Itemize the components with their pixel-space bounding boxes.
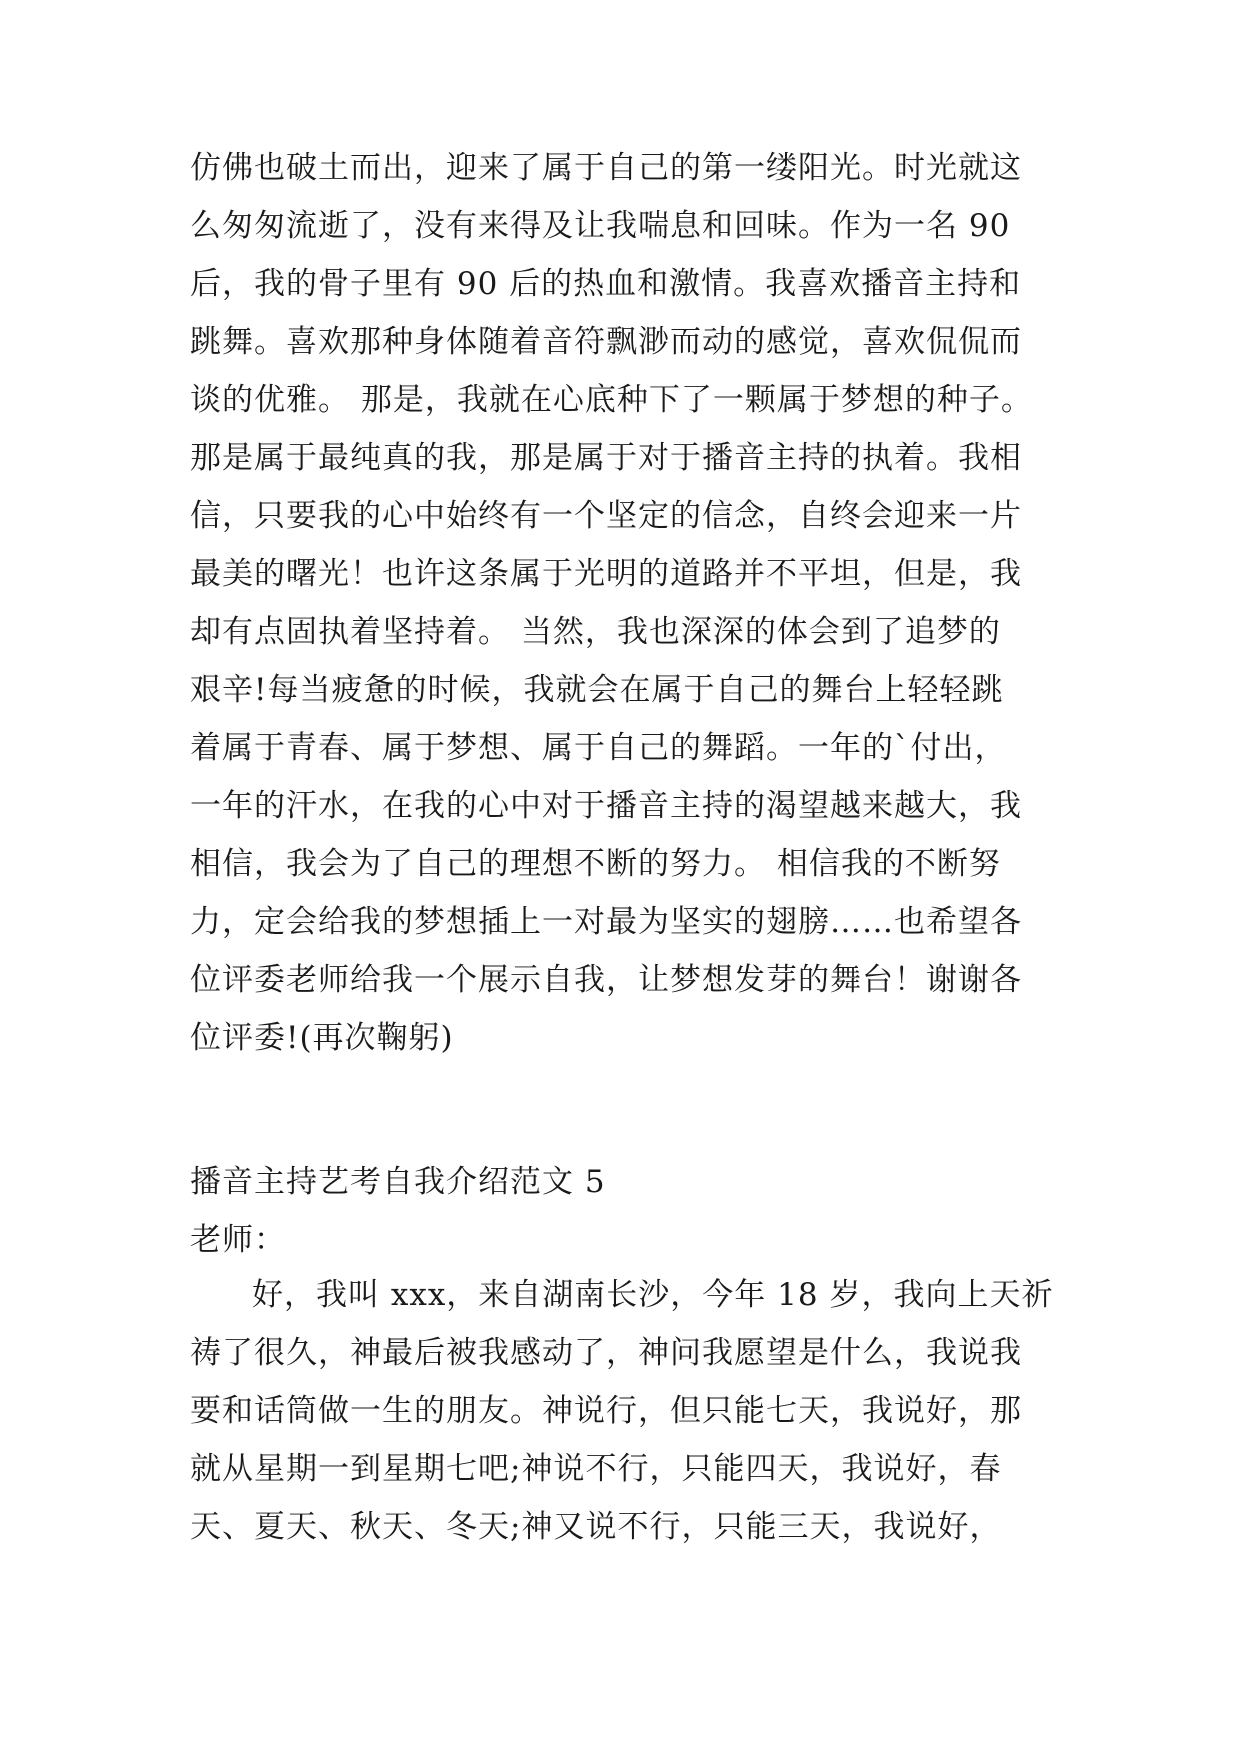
- text-line: 那是属于最纯真的我，那是属于对于播音主持的执着。我相: [190, 440, 1022, 476]
- body-text-section-1: [190, 139, 1070, 1067]
- text-line: 艰辛!每当疲惫的时候，我就会在属于自己的舞台上轻轻跳: [190, 672, 1004, 708]
- text-line: 力，定会给我的梦想插上一对最为坚实的翅膀……也希望各: [190, 904, 1022, 940]
- text-line: 最美的曙光！也许这条属于光明的道路并不平坦，但是，我: [190, 556, 1022, 592]
- text-line: 跳舞。喜欢那种身体随着音符飘渺而动的感觉，喜欢侃侃而: [190, 324, 1022, 360]
- text-line: 要和话筒做一生的朋友。神说行，但只能七天，我说好，那: [190, 1393, 1022, 1429]
- section-heading-block: [190, 1153, 1070, 1269]
- text-line: 一年的汗水，在我的心中对于播音主持的渴望越来越大，我: [190, 788, 1022, 824]
- salutation: 老师：: [190, 1222, 286, 1258]
- text-line: 祷了很久，神最后被我感动了，神问我愿望是什么，我说我: [190, 1335, 1022, 1371]
- text-line: 就从星期一到星期七吧;神说不行，只能四天，我说好，春: [190, 1451, 1002, 1487]
- text-line: 谈的优雅。 那是，我就在心底种下了一颗属于梦想的种子。: [190, 382, 1033, 418]
- text-line: 位评委!(再次鞠躬): [190, 1020, 454, 1056]
- text-line: 却有点固执着坚持着。 当然，我也深深的体会到了追梦的: [190, 614, 1001, 650]
- text-line: 信，只要我的心中始终有一个坚定的信念，自终会迎来一片: [190, 498, 1022, 534]
- text-line: 位评委老师给我一个展示自我，让梦想发芽的舞台！谢谢各: [190, 962, 1022, 998]
- text-line: 着属于青春、属于梦想、属于自己的舞蹈。一年的`付出，: [190, 730, 1007, 766]
- text-line: 么匆匆流逝了，没有来得及让我喘息和回味。作为一名 90: [190, 208, 1011, 244]
- text-line: 好，我叫 xxx，来自湖南长沙，今年 18 岁，我向上天祈: [252, 1277, 1054, 1313]
- text-line: 仿佛也破土而出，迎来了属于自己的第一缕阳光。时光就这: [190, 150, 1022, 186]
- text-line: 后，我的骨子里有 90 后的热血和激情。我喜欢播音主持和: [190, 266, 1022, 302]
- body-text-section-2: [190, 1266, 1070, 1556]
- text-line: 相信，我会为了自己的理想不断的努力。 相信我的不断努: [190, 846, 1001, 882]
- text-line: 天、夏天、秋天、冬天;神又说不行，只能三天，我说好，: [190, 1509, 1002, 1545]
- section-heading: 播音主持艺考自我介绍范文 5: [190, 1164, 606, 1200]
